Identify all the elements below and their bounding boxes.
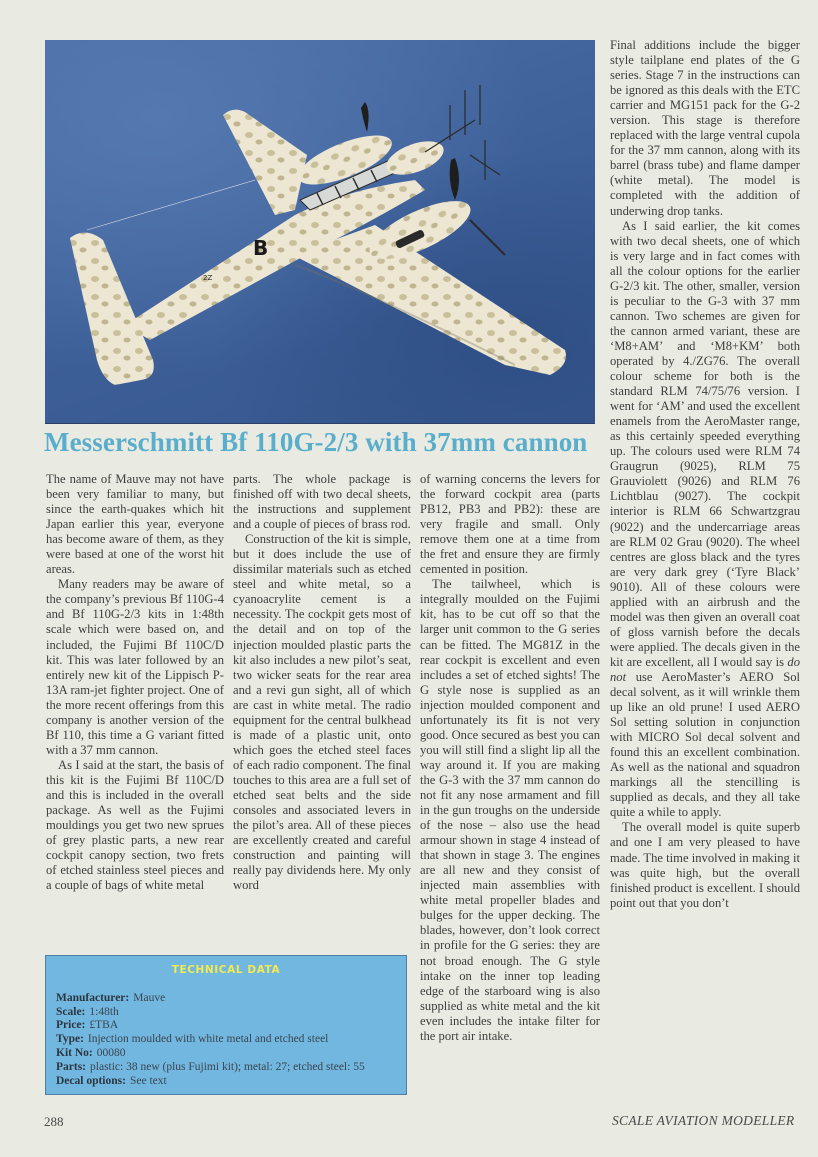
tech-value: plastic: 38 new (plus Fujimi kit); metal: 27; etched steel: 55: [90, 1060, 365, 1073]
tech-label: Decal options:: [56, 1074, 126, 1087]
tech-label: Scale:: [56, 1005, 86, 1018]
tech-value: £TBA: [89, 1019, 119, 1032]
tech-value: 00080: [96, 1046, 126, 1059]
tech-label: Manufacturer:: [56, 991, 130, 1004]
article-column-2: [233, 472, 411, 893]
tech-label: Price:: [56, 1019, 86, 1032]
paragraph: Construction of the kit is simple, but it does include the use of dissimilar materials such as etched steel and white metal, so a cyanoacrylite cement is a necessity. The cockpit gets most of the detail and on top of the injection moulded plastic parts the kit also includes a new pilot’s seat, two wicker seats for the rear area and a revi gun sight, all of which are cast in white metal. The radio equipment for the central bulkhead is made of a plastic unit, onto which goes the etched steel faces of each radio component. The final touches to this area are a full set of etched seat belts and the side consoles and associated levers in the pilot’s area. All of these pieces are excellently created and careful construction and painting will really pay dividends here. My only word: [233, 532, 411, 893]
article-column-1: [46, 472, 224, 893]
aircraft-model-photo: [45, 40, 595, 424]
paragraph: of warning concerns the levers for the forward cockpit area (parts PB12, PB3 and PB2): these are very fragile and small. Only remove them one at a time from the fret and ensure they are firmly cemented in position.: [420, 472, 600, 577]
article-column-4: [610, 38, 800, 911]
magazine-name: SCALE AVIATION MODELLER: [612, 1113, 795, 1128]
paragraph-text: use AeroMaster’s AERO Sol decal solvent, as it will wrinkle them up like an old prune! I used AERO Sol setting solution in conjunction with MICRO Sol decal solvent and found this an excellent combination. As well as the national and squadron markings all the stencilling is supplied as decals, and they all take quite a while to apply.: [610, 669, 800, 820]
article-column-3: [420, 472, 600, 1044]
paragraph: The name of Mauve may not have been very familiar to many, but since the earth-quakes which hit Japan earlier this year, everyone has become aware of them, as they were based at one of the worst hit areas.: [46, 472, 224, 577]
paragraph: The overall model is quite superb and one I am very pleased to have made. The time involved in making it was quite high, but the overall finished product is excellent. I should point out that you don’t: [610, 820, 800, 910]
tech-row-manufacturer: [56, 992, 396, 1006]
paragraph: As I said at the start, the basis of this kit is the Fujimi Bf 110C/D and this is included in the overall package. As well as the Fujimi mouldings you get two new sprues of grey plastic parts, a new rear cockpit canopy section, two frets of etched stainless steel pieces and a couple of bags of white metal: [46, 757, 224, 893]
tech-value: Mauve: [133, 991, 166, 1004]
tech-row-scale: [56, 1006, 396, 1020]
technical-data-heading: TECHNICAL DATA: [171, 964, 281, 976]
paragraph: parts. The whole package is finished off with two decal sheets, the instructions and supplement and a couple of pieces of brass rod.: [233, 472, 411, 532]
tech-row-kit-no: [56, 1047, 396, 1061]
tech-value: See text: [129, 1074, 167, 1087]
fuselage-number: 2Z: [203, 274, 213, 282]
tech-row-decal-options: [56, 1075, 396, 1089]
emphasis-text: do not: [610, 654, 800, 684]
fuselage-letter: B: [253, 236, 269, 260]
paragraph: Many readers may be aware of the company’s previous Bf 110G-4 and Bf 110G-2/3 kits in 1:48th scale which were based on, and included, the Fujimi Bf 110C/D kit. This was later followed by an entirely new kit of the Lippisch P-13A ram-jet fighter project. One of the more recent offerings from this company is another version of the Bf 110, this time a G variant fitted with a 37 mm cannon.: [46, 577, 224, 757]
tech-row-type: [56, 1033, 396, 1047]
tech-row-parts: [56, 1061, 396, 1075]
tech-value: Injection moulded with white metal and etched steel: [87, 1033, 329, 1046]
tech-row-price: [56, 1019, 396, 1033]
tech-label: Kit No:: [56, 1046, 93, 1059]
aircraft-illustration: [45, 40, 595, 423]
paragraph-text: As I said earlier, the kit comes with two decal sheets, one of which is very large and in fact comes with all the colour options for the earlier G-2/3 kit. The other, smaller, version is peculiar to the G-3 with 37 mm cannon. Two schemes are given for the cannon armed variant, these are ‘M8+AM’ and ‘M8+KM’ both operated by 4./ZG76. The overall colour scheme for both is the standard RLM 74/75/76 version. I went for ‘AM’ and used the excellent enamels from the AeroMaster range, as this certainly speeded everything up. The colours used were RLM 74 Graugrun (9025), RLM 75 Grauviolett (9026) and RLM 76 Lichtblau (9027). The cockpit interior is RLM 66 Schwartzgrau (9022) and the undercarriage areas are RLM 02 Grau (9020). The wheel centres are gloss black and the tyres are very dark grey (‘Tyre Black’ 9010). All of these colours were applied with an airbrush and the model was then given an overall coat of gloss varnish before the decals were applied. The decals given in the kit are excellent, all I would say is: [610, 218, 800, 669]
tech-label: Parts:: [56, 1060, 87, 1073]
paragraph: The tailwheel, which is integrally moulded on the Fujimi kit, has to be cut off so that the larger unit common to the G series can be fitted. The MG81Z in the rear cockpit is excellent and even includes a set of etched sights! The G style nose is supplied as an injection moulded component and unfortunately its fit is not very good. Once secured as best you can you will still find a slight lip all the way around it. If you are making the G-3 with the 37 mm cannon do not fit any nose armament and fill in the gun troughs on the underside of the nose – also use the head armour shown in stage 4 instead of that shown in stage 3. The engines are all new and they consist of injected main assemblies with white metal propeller blades and bulges for the upper decking. The blades, however, don’t look correct in profile for the G series: they are not broad enough. The G style intake on the inner top leading edge of the starboard wing is also supplied as white metal and the kit even includes the intake filter for the port air intake.: [420, 577, 600, 1043]
technical-data-box: [45, 955, 407, 1095]
tech-label: Type:: [56, 1033, 84, 1046]
paragraph: Final additions include the bigger style tailplane end plates of the G series. Stage 7 in the instructions can be ignored as this deals with the ETC carrier and MG151 pack for the G-2 version. This stage is therefore replaced with the large ventral cupola for the 37 mm cannon, along with its barrel (brass tube) and flame damper (white metal). The model is completed with the addition of underwing drop tanks.: [610, 38, 800, 218]
page-number: 288: [44, 1114, 64, 1129]
article-title: Messerschmitt Bf 110G-2/3 with 37mm cannon: [44, 427, 588, 457]
tech-value: 1:48th: [89, 1005, 119, 1018]
paragraph-with-emphasis: [610, 219, 800, 821]
